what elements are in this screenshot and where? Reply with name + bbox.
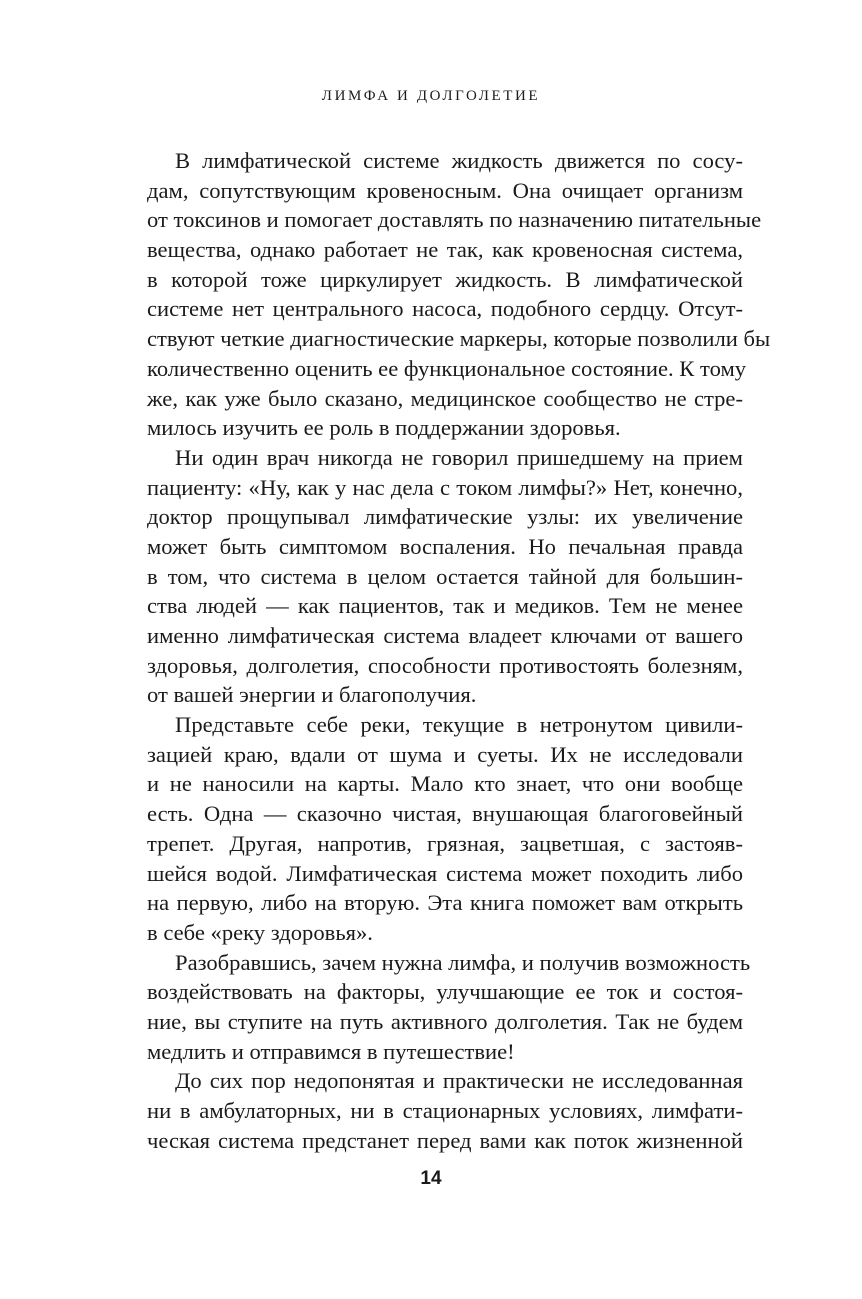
- text-line: Разобравшись, зачем нужна лимфа, и получив возможность: [175, 949, 751, 975]
- text-line: ствуют четкие диагностические маркеры, которые позволили бы: [147, 326, 771, 352]
- text-line: пациенту: «Ну, как у нас дела с током лимфы?» Нет, конечно,: [147, 474, 743, 500]
- paragraph: [147, 443, 743, 710]
- text-line: ческая система предстанет перед вами как поток жизненной: [147, 1127, 743, 1153]
- text-line: от вашей энергии и благополучия.: [147, 682, 477, 708]
- page-number: 14: [420, 1168, 442, 1189]
- text-line: ние, вы ступите на путь активного долголетия. Так не будем: [147, 1008, 743, 1034]
- text-line: медлить и отправимся в путешествие!: [147, 1038, 515, 1064]
- text-line: и не наносили на карты. Мало кто знает, что они вообще: [147, 771, 743, 797]
- text-line: же, как уже было сказано, медицинское сообщество не стре-: [147, 385, 743, 411]
- text-line: в себе «реку здоровья».: [147, 919, 373, 945]
- text-line: системе нет центрального насоса, подобного сердцу. Отсут-: [147, 296, 743, 322]
- paragraph: [147, 948, 751, 1067]
- text-line: в том, что система в целом остается тайной для большин-: [147, 563, 743, 589]
- text-line: шейся водой. Лимфатическая система может походить либо: [147, 860, 743, 886]
- text-line: доктор прощупывал лимфатические узлы: их увеличение: [147, 504, 743, 530]
- text-line: в которой тоже циркулирует жидкость. В лимфатической: [147, 266, 743, 292]
- text-line: ства людей — как пациентов, так и медиков. Тем не менее: [147, 593, 743, 619]
- text-line: количественно оценить ее функциональное состояние. К тому: [147, 355, 747, 381]
- text-line: Представьте себе реки, текущие в нетронутом цивили-: [175, 712, 743, 738]
- text-line: До сих пор недопонятая и практически не исследованная: [175, 1068, 743, 1094]
- text-line: ни в амбулаторных, ни в стационарных условиях, лимфати-: [147, 1098, 743, 1123]
- text-line: воздействовать на факторы, улучшающие ее ток и состоя-: [147, 979, 743, 1005]
- body-text: [147, 146, 771, 1155]
- text-line: дам, сопутствующим кровеносным. Она очищает организм: [147, 177, 743, 203]
- paragraph: [147, 1066, 743, 1155]
- text-line: милось изучить ее роль в поддержании здоровья.: [147, 415, 621, 441]
- text-line: зацией краю, вдали от шума и суеты. Их не исследовали: [147, 741, 743, 767]
- text-line: Ни один врач никогда не говорил пришедшему на прием: [175, 444, 743, 470]
- text-line: вещества, однако работает не так, как кровеносная система,: [147, 237, 743, 263]
- paragraph: [147, 710, 743, 948]
- text-line: может быть симптомом воспаления. Но печальная правда: [147, 533, 743, 559]
- text-line: на первую, либо на вторую. Эта книга поможет вам открыть: [147, 890, 743, 916]
- running-head: ЛИМФА И ДОЛГОЛЕТИЕ: [321, 88, 541, 104]
- text-line: В лимфатической системе жидкость движется по сосу-: [175, 148, 743, 173]
- text-line: есть. Одна — сказочно чистая, внушающая благоговейный: [147, 801, 743, 827]
- text-line: здоровья, долголетия, способности противостоять болезням,: [147, 652, 743, 678]
- text-line: от токсинов и помогает доставлять по назначению питательные: [147, 207, 762, 233]
- paragraph: [147, 146, 771, 443]
- text-line: трепет. Другая, напротив, грязная, зацветшая, с застояв-: [147, 830, 743, 856]
- text-line: именно лимфатическая система владеет ключами от вашего: [147, 623, 743, 648]
